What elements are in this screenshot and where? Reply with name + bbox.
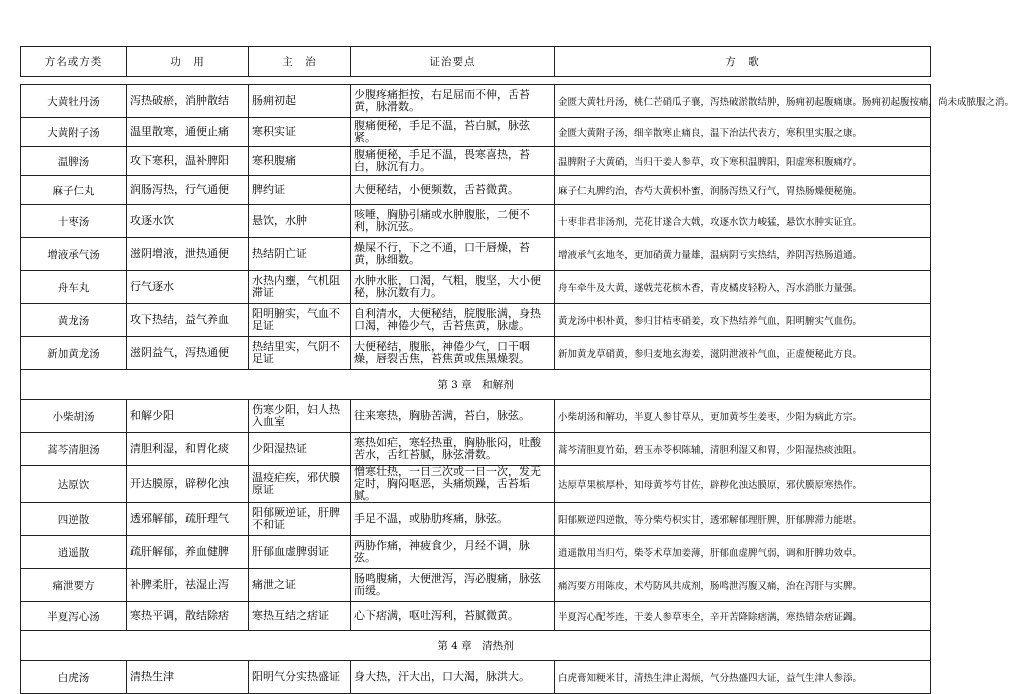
formula-song: 蒿芩清胆夏竹茹，碧玉赤苓枳陈辅，清胆利湿又和胃，少阳湿热痰浊阻。 <box>555 433 931 466</box>
formula-function: 清热生津 <box>127 661 249 694</box>
formula-song: 舟车牵牛及大黄，遂戟芫花槟木香，青皮橘皮轻粉入，泻水消胀力量强。 <box>555 271 931 304</box>
formula-function: 润肠泻热，行气通便 <box>127 176 249 205</box>
formula-indication: 温疫疟疾，邪伏膜原证 <box>249 466 351 503</box>
header-table <box>20 46 931 77</box>
formula-indication: 痛泄之证 <box>249 569 351 602</box>
formula-indication: 阳明气分实热盛证 <box>249 661 351 694</box>
header-yao: 证治要点 <box>351 47 555 77</box>
formula-song: 半夏泻心配芩连，干姜人参草枣全，辛开苦降除痞满，寒热错杂痞证蠲。 <box>555 602 931 631</box>
header-gong: 功 用 <box>127 47 249 77</box>
formula-song: 白虎膏知粳米甘，清热生津止渴烦，气分热盛四大证，益气生津人参添。 <box>555 661 931 694</box>
formula-key-points: 水肿水胀，口渴，气粗，腹坚，大小便秘，脉沉数有力。 <box>351 271 555 304</box>
formula-key-points: 腹痛便秘，手足不温，畏寒喜热，苔白，脉沉有力。 <box>351 147 555 176</box>
formula-indication: 肝郁血虚脾弱证 <box>249 536 351 569</box>
formula-name: 新加黄龙汤 <box>21 337 127 370</box>
formula-song: 阳郁厥逆四逆散，等分柴芍枳实甘，透邪解郁理肝脾，肝郁脾滞力能堪。 <box>555 503 931 536</box>
formula-key-points: 咳唾，胸胁引痛或水肿腹胀，二便不利，脉沉弦。 <box>351 205 555 238</box>
formula-key-points: 憎寒壮热，一日三次或一日一次，发无定时，胸闷呕恶，头痛烦躁，舌苔垢腻。 <box>351 466 555 503</box>
formula-name: 半夏泻心汤 <box>21 602 127 631</box>
formula-name: 大黄附子汤 <box>21 118 127 147</box>
formula-song: 逍遥散用当归芍，柴苓术草加姜薄，肝郁血虚脾气弱，调和肝脾功效卓。 <box>555 536 931 569</box>
table-row <box>21 536 931 569</box>
table-row <box>21 400 931 433</box>
formula-song: 麻子仁丸脾约治，杏芍大黄枳朴蜜，润肠泻热又行气，胃热肠燥便秘施。 <box>555 176 931 205</box>
formula-function: 攻逐水饮 <box>127 205 249 238</box>
formula-function: 疏肝解郁，养血健脾 <box>127 536 249 569</box>
formula-indication: 悬饮，水肿 <box>249 205 351 238</box>
chapter-row-4 <box>21 631 931 661</box>
formula-indication: 寒积腹痛 <box>249 147 351 176</box>
table-row <box>21 147 931 176</box>
table-row <box>21 205 931 238</box>
formula-indication: 热结里实，气阴不足证 <box>249 337 351 370</box>
formula-song: 小柴胡汤和解功，半夏人参甘草从，更加黄芩生姜枣，少阳为病此方宗。 <box>555 400 931 433</box>
table-row <box>21 661 931 694</box>
formula-function: 透邪解郁，疏肝理气 <box>127 503 249 536</box>
chapter-title: 第 4 章 清热剂 <box>21 631 931 661</box>
formula-key-points: 少腹疼痛拒按，右足屈而不伸，舌苔黄，脉滑数。 <box>351 85 555 118</box>
formula-name: 舟车丸 <box>21 271 127 304</box>
formula-name: 大黄牡丹汤 <box>21 85 127 118</box>
formula-song: 达原草果槟厚朴，知母黄芩芍甘佐，辟秽化浊达膜原，邪伏膜原寒热作。 <box>555 466 931 503</box>
formula-function: 补脾柔肝，祛湿止泻 <box>127 569 249 602</box>
formula-function: 泻热破瘀，消肿散结 <box>127 85 249 118</box>
formula-key-points: 自利清水，大便秘结，脘腹胀满，身热口渴，神倦少气，舌苔焦黄，脉虚。 <box>351 304 555 337</box>
formula-song: 十枣非君非汤剂，芫花甘遂合大戟，攻逐水饮力峻猛，悬饮水肿实证宜。 <box>555 205 931 238</box>
formula-key-points: 大便秘结，腹胀，神倦少气，口干咽燥，唇裂舌焦，苔焦黄或焦黑燥裂。 <box>351 337 555 370</box>
formula-song: 金匮大黄附子汤，细辛散寒止痛良，温下治法代表方，寒积里实服之康。 <box>555 118 931 147</box>
formula-name: 逍遥散 <box>21 536 127 569</box>
formula-name: 温脾汤 <box>21 147 127 176</box>
formula-indication: 阳明腑实，气血不足证 <box>249 304 351 337</box>
formula-key-points: 大便秘结，小便频数，舌苔微黄。 <box>351 176 555 205</box>
formula-function: 温里散寒，通便止痛 <box>127 118 249 147</box>
table-row <box>21 433 931 466</box>
table-row <box>21 337 931 370</box>
formula-name: 增液承气汤 <box>21 238 127 271</box>
formula-name: 麻子仁丸 <box>21 176 127 205</box>
formula-key-points: 寒热如疟，寒轻热重，胸胁胀闷，吐酸苦水，舌红苔腻，脉弦滑数。 <box>351 433 555 466</box>
formula-indication: 肠痈初起 <box>249 85 351 118</box>
formula-key-points: 身大热，汗大出，口大渴，脉洪大。 <box>351 661 555 694</box>
chapter-row-3 <box>21 370 931 400</box>
formula-name: 蒿芩清胆汤 <box>21 433 127 466</box>
formula-song: 金匮大黄牡丹汤，桃仁芒硝瓜子襄，泻热破淤散结肿，肠痈初起腹痛康。肠痈初起腹按痛，尚未成脓服之消。 <box>555 85 931 118</box>
formula-function: 攻下寒积，温补脾阳 <box>127 147 249 176</box>
table-row <box>21 602 931 631</box>
formula-key-points: 心下痞满，呕吐泻利，苔腻微黄。 <box>351 602 555 631</box>
formula-function: 寒热平调，散结除痞 <box>127 602 249 631</box>
formula-function: 行气逐水 <box>127 271 249 304</box>
formula-key-points: 两胁作痛，神疲食少，月经不调，脉弦。 <box>351 536 555 569</box>
formula-indication: 伤寒少阳，妇人热入血室 <box>249 400 351 433</box>
formula-song: 痛泻要方用陈皮，术芍防风共成剂，肠鸣泄泻腹又痛，治在泻肝与实脾。 <box>555 569 931 602</box>
formula-name: 黄龙汤 <box>21 304 127 337</box>
formula-indication: 脾约证 <box>249 176 351 205</box>
formula-key-points: 腹痛便秘，手足不温，苔白腻，脉弦紧。 <box>351 118 555 147</box>
formula-name: 十枣汤 <box>21 205 127 238</box>
formula-indication: 热结阴亡证 <box>249 238 351 271</box>
formula-name: 小柴胡汤 <box>21 400 127 433</box>
formula-name: 四逆散 <box>21 503 127 536</box>
formula-name: 白虎汤 <box>21 661 127 694</box>
header-zhu: 主 治 <box>249 47 351 77</box>
table-row <box>21 271 931 304</box>
formula-key-points: 燥屎不行，下之不通，口干唇燥，苔黄，脉细数。 <box>351 238 555 271</box>
header-row <box>21 47 931 77</box>
formula-song: 新加黄龙草硝黄，参归麦地玄海姜，滋阴泄液补气血，正虚便秘此方良。 <box>555 337 931 370</box>
formula-song: 黄龙汤中枳朴黄，参归甘桔枣硝姜，攻下热结养气血，阳明腑实气血伤。 <box>555 304 931 337</box>
table-row <box>21 503 931 536</box>
chapter-title: 第 3 章 和解剂 <box>21 370 931 400</box>
table-row <box>21 238 931 271</box>
formula-key-points: 往来寒热，胸胁苦满，苔白，脉弦。 <box>351 400 555 433</box>
table-row <box>21 466 931 503</box>
table-row <box>21 304 931 337</box>
formula-song: 增液承气玄地冬，更加硝黄力量雄，温病阴亏实热结，养阴泻热肠道通。 <box>555 238 931 271</box>
formula-function: 滋阴增液，泄热通便 <box>127 238 249 271</box>
formula-name: 达原饮 <box>21 466 127 503</box>
formula-table <box>20 84 1014 694</box>
formula-function: 和解少阳 <box>127 400 249 433</box>
formula-function: 清胆利湿，和胃化痰 <box>127 433 249 466</box>
formula-indication: 寒积实证 <box>249 118 351 147</box>
formula-key-points: 手足不温，或胁肋疼痛，脉弦。 <box>351 503 555 536</box>
formula-key-points: 肠鸣腹痛，大便泄泻，泻必腹痛，脉弦而缓。 <box>351 569 555 602</box>
formula-song: 温脾附子大黄硝，当归干姜人参草，攻下寒积温脾阳，阳虚寒积腹痛疗。 <box>555 147 931 176</box>
formula-function: 攻下热结，益气养血 <box>127 304 249 337</box>
table-row <box>21 85 931 118</box>
formula-indication: 寒热互结之痞证 <box>249 602 351 631</box>
table-row <box>21 569 931 602</box>
table-row <box>21 176 931 205</box>
header-name: 方名或方类 <box>21 47 127 77</box>
table-row <box>21 118 931 147</box>
formula-function: 开达膜原，辟秽化浊 <box>127 466 249 503</box>
formula-indication: 少阳湿热证 <box>249 433 351 466</box>
header-ge: 方 歌 <box>555 47 931 77</box>
formula-name: 痛泄要方 <box>21 569 127 602</box>
formula-indication: 水热内壅，气机阻滞证 <box>249 271 351 304</box>
formula-indication: 阳郁厥逆证，肝脾不和证 <box>249 503 351 536</box>
formula-function: 滋阴益气，泻热通便 <box>127 337 249 370</box>
